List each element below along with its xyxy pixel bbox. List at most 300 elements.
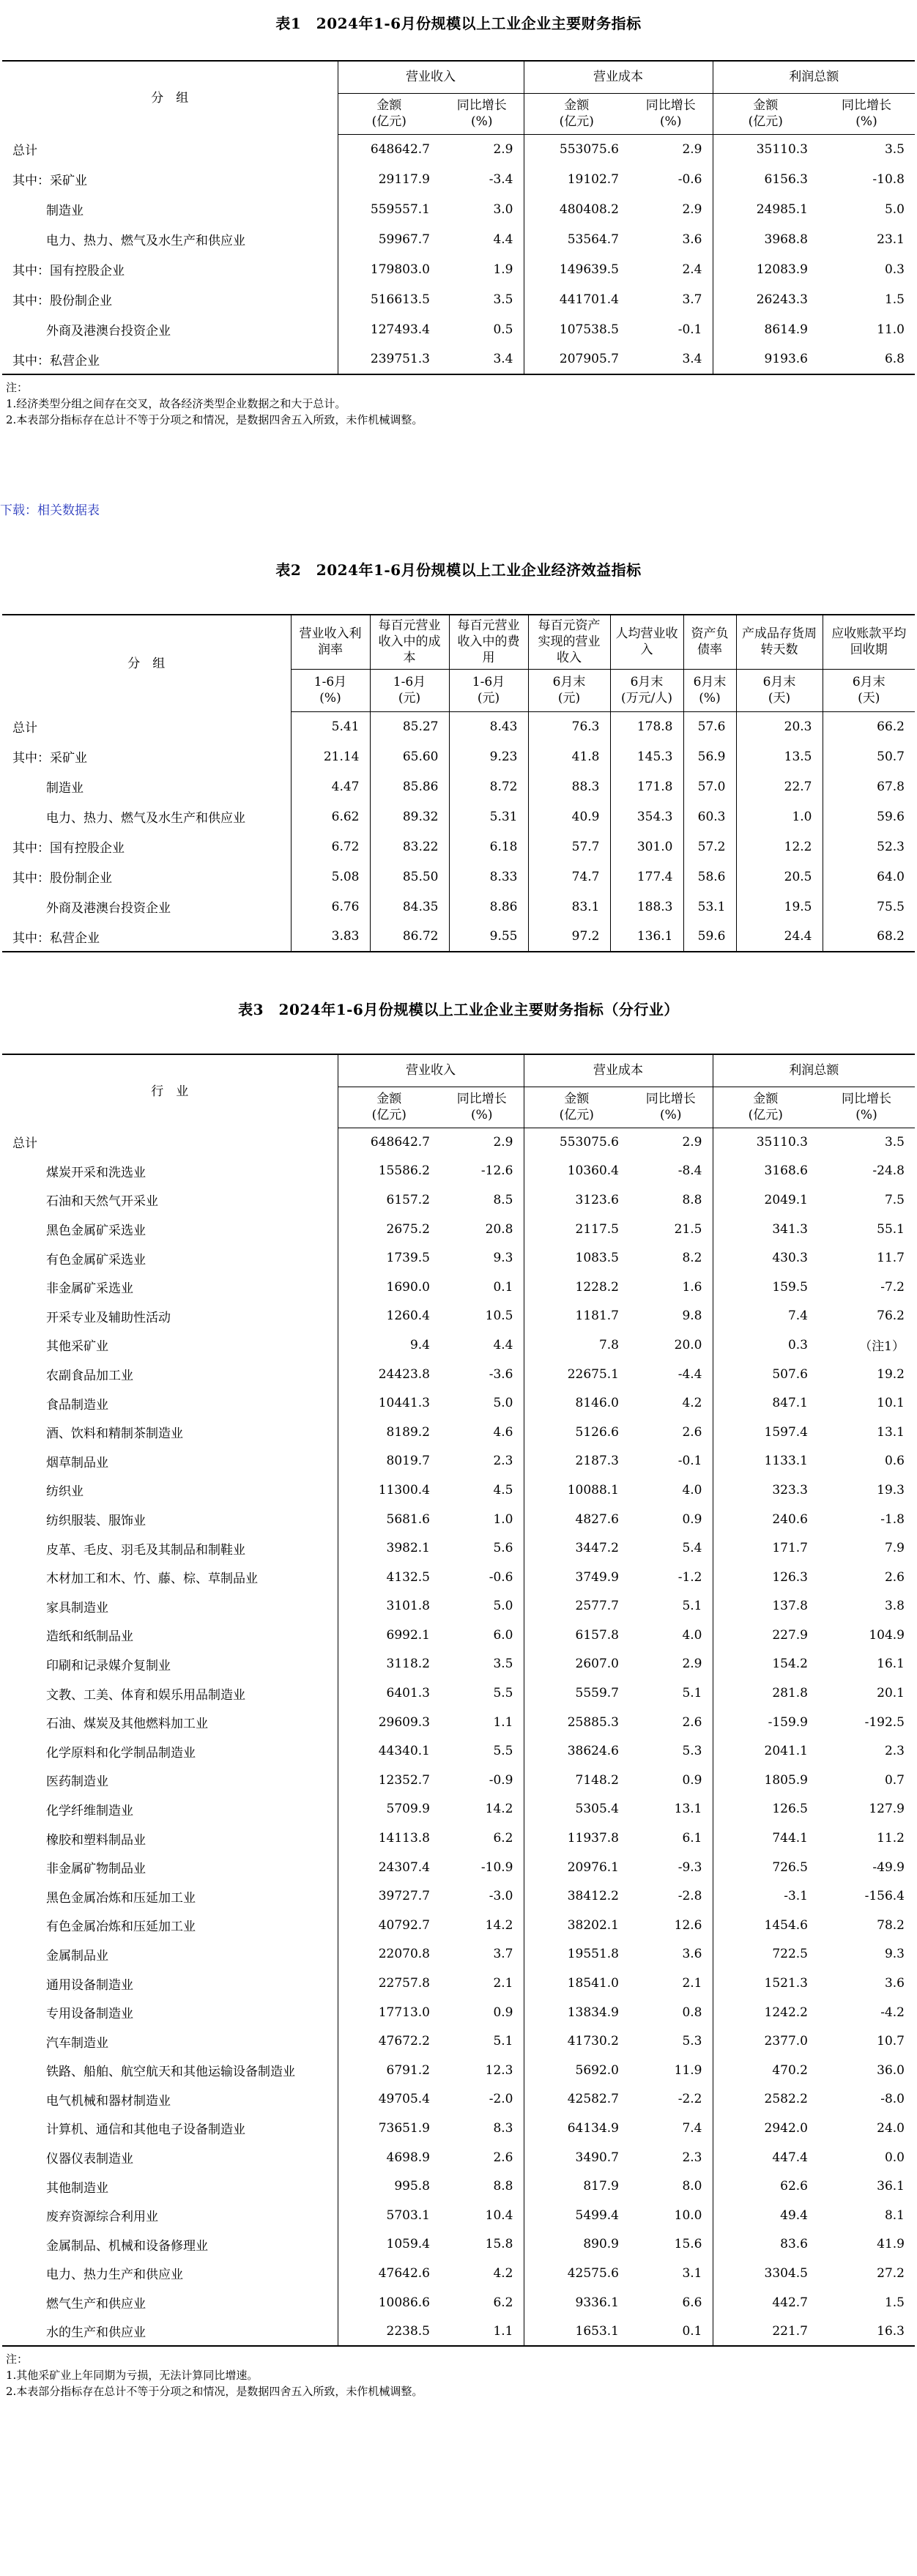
table-cell: 2117.5	[524, 1215, 629, 1244]
table-cell: 24423.8	[338, 1360, 440, 1389]
table-cell: 1.5	[884, 2295, 905, 2310]
table-cell: -1.2	[677, 1569, 702, 1585]
table-cell: 323.3	[713, 1476, 818, 1505]
table-cell: 44340.1	[338, 1736, 440, 1766]
table-cell: 62.6	[713, 2172, 818, 2201]
table-cell: 8.8	[493, 2179, 513, 2194]
table-row	[2, 1476, 915, 1505]
table-cell: 6.0	[493, 1627, 513, 1643]
row-label: 印刷和记录媒介复制业	[46, 1658, 171, 1673]
table-cell: -3.0	[489, 1889, 513, 1904]
table-cell: 0.3	[884, 262, 905, 277]
table-row	[2, 2317, 915, 2346]
table-row	[2, 1969, 915, 1998]
table-cell: 14.2	[485, 1802, 513, 1817]
table-cell: 40.9	[528, 802, 610, 832]
table-cell: 2.9	[682, 1135, 702, 1150]
table-cell: 57.0	[683, 771, 736, 802]
table-cell: 107538.5	[524, 314, 629, 344]
table-cell: 6.8	[818, 344, 915, 374]
table-cell: 847.1	[713, 1388, 818, 1418]
table-row	[2, 1302, 915, 1331]
table2-sub-header: 6月末 (天)	[823, 669, 915, 711]
table-cell: 8.0	[682, 2179, 702, 2194]
row-label: 煤炭开采和洗选业	[46, 1165, 146, 1180]
table-cell: 995.8	[338, 2172, 440, 2201]
table-cell: 2.9	[493, 141, 513, 157]
table-cell: 442.7	[713, 2288, 818, 2317]
table2-column-header: 应收账款平均回收期	[823, 615, 915, 669]
note-line: 2.本表部分指标存在总计不等于分项之和情况，是数据四舍五入所致，未作机械调整。	[6, 413, 423, 426]
table-cell: 10.1	[877, 1396, 905, 1411]
table-row	[2, 1679, 915, 1708]
table-cell: 2675.2	[338, 1215, 440, 1244]
table-cell: 10.4	[485, 2207, 513, 2223]
table-cell: 5305.4	[524, 1795, 629, 1824]
table-cell: 3101.8	[338, 1592, 440, 1621]
table-cell: -3.4	[489, 171, 513, 187]
table-cell: 0.1	[629, 2317, 713, 2346]
table-cell: 447.4	[713, 2143, 818, 2172]
table-cell: 177.4	[610, 862, 683, 892]
table-cell: 1.1	[493, 1714, 513, 1730]
table-cell: 3.5	[493, 292, 513, 307]
table-cell: 39727.7	[338, 1881, 440, 1911]
table-cell: 1181.7	[524, 1302, 629, 1331]
table-row	[2, 1215, 915, 1244]
row-label: 电力、热力、燃气及水生产和供应业	[46, 811, 245, 826]
table-cell: 6992.1	[338, 1621, 440, 1650]
table-cell: -4.2	[880, 2005, 905, 2020]
table-cell: 3447.2	[524, 1533, 629, 1563]
table-cell: 7.4	[713, 1302, 818, 1331]
row-label: 文教、工美、体育和娱乐用品制造业	[46, 1687, 245, 1703]
table-cell: -9.3	[677, 1859, 702, 1875]
table-cell: 2582.2	[713, 2085, 818, 2114]
table-cell: 5.6	[493, 1541, 513, 1556]
table-cell: 3.4	[629, 344, 713, 374]
table-cell: 84.35	[370, 892, 449, 922]
table-cell: 104.9	[869, 1627, 905, 1643]
table-cell: 817.9	[524, 2172, 629, 2201]
table-row	[2, 1881, 915, 1911]
table-cell: 0.9	[493, 2005, 513, 2020]
table-cell: 83.1	[528, 892, 610, 922]
table-cell: 648642.7	[338, 1128, 440, 1157]
table3-sub-header: 金额 (亿元)	[524, 1087, 629, 1128]
table2-column-header: 每百元资产实现的营业收入	[528, 615, 610, 669]
table-cell: 19.3	[877, 1482, 905, 1498]
table-cell: 10088.1	[524, 1476, 629, 1505]
table-row	[2, 1273, 915, 1302]
table-cell: 5.08	[291, 862, 370, 892]
table-cell: 9.23	[449, 741, 528, 771]
table1-sub-header: 同比增长 (%)	[629, 93, 713, 134]
table-cell: 59.6	[683, 922, 736, 952]
row-label: 酒、饮料和精制茶制造业	[46, 1426, 183, 1442]
table-cell: 3.7	[682, 292, 702, 307]
table-cell: 2.3	[884, 1744, 905, 1759]
table-cell: 240.6	[713, 1505, 818, 1534]
table-cell: 8189.2	[338, 1418, 440, 1447]
table-cell: -2.8	[677, 1889, 702, 1904]
table-cell: 20.3	[736, 711, 823, 741]
table-cell: 5.4	[682, 1541, 702, 1556]
table-cell: 14113.8	[338, 1824, 440, 1853]
table-cell: 553075.6	[524, 134, 629, 164]
table-cell: 20.5	[736, 862, 823, 892]
table2-sub-header: 6月末 (%)	[683, 669, 736, 711]
table-cell: 10.7	[877, 2034, 905, 2049]
table-row	[2, 922, 915, 952]
table-cell: 6.18	[449, 832, 528, 862]
table-cell: 1059.4	[338, 2230, 440, 2259]
table-cell: 18541.0	[524, 1969, 629, 1998]
table-cell: 29609.3	[338, 1708, 440, 1737]
table-cell: 0.8	[682, 2005, 702, 2020]
table-cell: 2.1	[682, 1976, 702, 1991]
table-cell: 76.3	[528, 711, 610, 741]
table-cell: 41.9	[877, 2237, 905, 2252]
table-cell: 145.3	[610, 741, 683, 771]
table2	[2, 614, 915, 952]
table-cell: 3.6	[682, 1947, 702, 1962]
table-cell: 57.7	[528, 832, 610, 862]
table-cell: 137.8	[713, 1592, 818, 1621]
table-cell: 207905.7	[524, 344, 629, 374]
table-row	[2, 771, 915, 802]
table-cell: 20976.1	[524, 1853, 629, 1882]
table-cell: 3.0	[493, 201, 513, 217]
table-cell: 13.1	[877, 1424, 905, 1440]
table-cell: 341.3	[713, 1215, 818, 1244]
table-cell: 178.8	[610, 711, 683, 741]
table-cell: 9.4	[338, 1330, 440, 1360]
table-cell: 21.14	[291, 741, 370, 771]
table-row	[2, 1998, 915, 2027]
table-cell: 4.2	[682, 1396, 702, 1411]
table3-stub-header: 行 业	[2, 1054, 338, 1128]
table-cell: 73651.9	[338, 2114, 440, 2143]
table-cell: 8146.0	[524, 1388, 629, 1418]
table-cell: 20.1	[877, 1686, 905, 1701]
table1-group-header: 营业成本	[524, 61, 713, 93]
table-row	[2, 1533, 915, 1563]
table-cell: 2.4	[682, 262, 702, 277]
table-cell: 149639.5	[524, 254, 629, 284]
row-label: 其中：私营企业	[2, 922, 291, 952]
table-cell: 188.3	[610, 892, 683, 922]
table-cell: -0.1	[677, 322, 702, 337]
table-cell: 24307.4	[338, 1853, 440, 1882]
table-cell: 2238.5	[338, 2317, 440, 2346]
table-cell: 23.1	[877, 232, 905, 247]
table-cell: 12.6	[674, 1917, 702, 1933]
row-label: 外商及港澳台投资企业	[46, 324, 171, 338]
table1-sub-header: 同比增长 (%)	[440, 93, 524, 134]
table-cell: 50.7	[823, 741, 915, 771]
row-label: 造纸和纸制品业	[46, 1629, 133, 1645]
download-section	[0, 500, 917, 518]
table-cell: 66.2	[823, 711, 915, 741]
table-cell: 8.86	[449, 892, 528, 922]
table3-sub-header: 同比增长 (%)	[818, 1087, 915, 1128]
table-cell: 179803.0	[338, 254, 440, 284]
row-label: 总计	[12, 144, 37, 158]
table3-sub-header: 同比增长 (%)	[629, 1087, 713, 1128]
table-cell: 97.2	[528, 922, 610, 952]
table-cell: 136.1	[610, 922, 683, 952]
table-cell: 4.2	[493, 2265, 513, 2281]
table-cell: 722.5	[713, 1940, 818, 1969]
table-row	[2, 1505, 915, 1534]
table-cell: 53.1	[683, 892, 736, 922]
table-cell: -10.8	[872, 171, 905, 187]
table-cell: 49.4	[713, 2201, 818, 2230]
table-cell: 13.5	[736, 741, 823, 771]
table-cell: 41730.2	[524, 2027, 629, 2056]
table-row	[2, 1911, 915, 1940]
table-cell: 9193.6	[713, 344, 818, 374]
table-cell: 19.5	[736, 892, 823, 922]
download-data-link[interactable]: 下载：相关数据表	[0, 503, 100, 518]
table1-sub-header: 金额 (亿元)	[713, 93, 818, 134]
table2-sub-header: 1-6月 (%)	[291, 669, 370, 711]
table-cell: 559557.1	[338, 194, 440, 224]
row-label: 食品制造业	[46, 1397, 108, 1413]
table-cell: 3968.8	[713, 224, 818, 254]
table-cell: 11.7	[877, 1251, 905, 1266]
table1-sub-header: 金额 (亿元)	[524, 93, 629, 134]
table-cell: -4.4	[677, 1366, 702, 1382]
table-cell: 2.6	[493, 2150, 513, 2165]
table-cell: 2.6	[682, 1424, 702, 1440]
table-row	[2, 892, 915, 922]
table-cell: 8.72	[449, 771, 528, 802]
table-cell: -2.2	[677, 2092, 702, 2107]
table1-notes	[0, 380, 917, 428]
row-label: 制造业	[46, 204, 83, 218]
table-cell: 227.9	[713, 1621, 818, 1650]
table-cell: 0.7	[884, 1772, 905, 1788]
table3	[2, 1054, 915, 2347]
table-cell: 3.4	[440, 344, 524, 374]
table-cell: 42582.7	[524, 2085, 629, 2114]
table-cell: 5.0	[493, 1599, 513, 1614]
row-label: 水的生产和供应业	[2, 2317, 338, 2346]
table3-group-header: 营业成本	[524, 1054, 713, 1087]
table-cell: 5.3	[682, 1744, 702, 1759]
table-row	[2, 2085, 915, 2114]
table-row	[2, 284, 915, 314]
table-cell: 2377.0	[713, 2027, 818, 2056]
table-cell: 5692.0	[524, 2056, 629, 2085]
table-cell: 507.6	[713, 1360, 818, 1389]
table-row	[2, 2259, 915, 2288]
table-cell: 2.6	[682, 1714, 702, 1730]
table-row	[2, 1388, 915, 1418]
row-label: 废弃资源综合利用业	[46, 2210, 158, 2225]
table-cell: 2.9	[682, 201, 702, 217]
table-cell: 7.8	[524, 1330, 629, 1360]
table-cell: 2577.7	[524, 1592, 629, 1621]
table-cell: 6157.8	[524, 1621, 629, 1650]
table-row	[2, 1708, 915, 1737]
table-cell: 2.6	[884, 1569, 905, 1585]
row-label: 纺织业	[46, 1484, 83, 1500]
table-cell: 0.6	[884, 1454, 905, 1469]
table2-title: 表2 2024年1-6月份规模以上工业企业经济效益指标	[275, 561, 642, 579]
table-cell: 1242.2	[713, 1998, 818, 2027]
table-cell: 3982.1	[338, 1533, 440, 1563]
table-cell: 441701.4	[524, 284, 629, 314]
table-row	[2, 2027, 915, 2056]
row-label: 专用设备制造业	[46, 2007, 133, 2022]
table-cell: 1.1	[440, 2317, 524, 2346]
table-cell: 27.2	[877, 2265, 905, 2281]
table-cell: 9.3	[884, 1947, 905, 1962]
row-label: 其中：股份制企业	[12, 871, 112, 886]
table-cell: 1805.9	[713, 1766, 818, 1795]
table-cell: 2.9	[493, 1135, 513, 1150]
table-cell: 22675.1	[524, 1360, 629, 1389]
table-cell: 1521.3	[713, 1969, 818, 1998]
table-row	[2, 1185, 915, 1215]
table-cell: 7.9	[884, 1541, 905, 1556]
table-row	[2, 1621, 915, 1650]
table-cell: 0.1	[493, 1279, 513, 1295]
table3-notes	[0, 2351, 917, 2399]
table-cell: 0.9	[682, 1511, 702, 1527]
table-cell: 57.2	[683, 832, 736, 862]
table-row	[2, 1766, 915, 1795]
table2-sub-header: 6月末 (元)	[528, 669, 610, 711]
table-cell: 127.9	[869, 1802, 905, 1817]
table-cell: 5.1	[493, 2034, 513, 2049]
table-cell: 9336.1	[524, 2288, 629, 2317]
table-cell: 8.1	[884, 2207, 905, 2223]
table-cell: 8019.7	[338, 1447, 440, 1476]
table-cell: 3.5	[884, 1135, 905, 1150]
table-row	[2, 711, 915, 741]
table-cell: 6.62	[291, 802, 370, 832]
table-cell: 24.4	[736, 922, 823, 952]
table-cell: 0.3	[713, 1330, 818, 1360]
row-label: 家具制造业	[46, 1600, 108, 1615]
table-cell: 1228.2	[524, 1273, 629, 1302]
table-cell: 4.47	[291, 771, 370, 802]
table-cell: 2187.3	[524, 1447, 629, 1476]
table-cell: 6.1	[682, 1831, 702, 1846]
table-cell: 8.43	[449, 711, 528, 741]
table-cell: 5.1	[682, 1599, 702, 1614]
table-cell: 6.2	[493, 2295, 513, 2310]
table-row	[2, 2143, 915, 2172]
row-label: 橡胶和塑料制品业	[46, 1832, 146, 1848]
table-cell: 20.8	[485, 1221, 513, 1237]
table-cell: 58.6	[683, 862, 736, 892]
table-cell: 1.5	[884, 292, 905, 307]
table-cell: 0.9	[682, 1772, 702, 1788]
table-cell: 6.2	[493, 1831, 513, 1846]
table-cell: 1.0	[736, 802, 823, 832]
table-row	[2, 254, 915, 284]
table-cell: 3.6	[884, 1976, 905, 1991]
table-row	[2, 1563, 915, 1592]
note-line: 2.本表部分指标存在总计不等于分项之和情况，是数据四舍五入所致，未作机械调整。	[6, 2384, 423, 2398]
table-cell: 4698.9	[338, 2143, 440, 2172]
table-cell: 1739.5	[338, 1243, 440, 1273]
table3-sub-header: 金额 (亿元)	[338, 1087, 440, 1128]
table-cell: 53564.7	[524, 224, 629, 254]
table1-group-header: 利润总额	[713, 61, 915, 93]
table-cell: -0.6	[677, 171, 702, 187]
table-cell: 726.5	[713, 1853, 818, 1882]
table-cell: 8.33	[449, 862, 528, 892]
table2-column-header: 人均营业收入	[610, 615, 683, 669]
table-cell: 2.3	[682, 2150, 702, 2165]
table-cell: 6.6	[682, 2295, 702, 2310]
row-label: 仪器仪表制造业	[46, 2152, 133, 2167]
table-cell: 0.5	[493, 322, 513, 337]
table-row	[2, 1360, 915, 1389]
table2-section	[0, 557, 917, 952]
table-cell: 1.6	[682, 1279, 702, 1295]
table-cell: 301.0	[610, 832, 683, 862]
table-cell: -8.0	[880, 2092, 905, 2107]
table-cell: 281.8	[713, 1679, 818, 1708]
table-cell: 648642.7	[338, 134, 440, 164]
table-cell: 6156.3	[713, 164, 818, 194]
table-cell: 744.1	[713, 1824, 818, 1853]
table-cell: 11937.8	[524, 1824, 629, 1853]
table-cell: 22.7	[736, 771, 823, 802]
table-cell: 516613.5	[338, 284, 440, 314]
table1-section	[0, 10, 917, 428]
table-cell: 10441.3	[338, 1388, 440, 1418]
row-label: 化学原料和化学制品制造业	[46, 1745, 196, 1761]
table-cell: 56.9	[683, 741, 736, 771]
row-label: 开采专业及辅助性活动	[46, 1310, 171, 1325]
table-cell: 1083.5	[524, 1243, 629, 1273]
row-label: 外商及港澳台投资企业	[46, 901, 171, 916]
table-cell: 553075.6	[524, 1128, 629, 1157]
table-cell: 2.9	[682, 141, 702, 157]
table-cell: 3168.6	[713, 1157, 818, 1186]
table-cell: 5.5	[493, 1744, 513, 1759]
row-label: 金属制品、机械和设备修理业	[46, 2238, 208, 2254]
row-label: 非金属矿采选业	[46, 1281, 133, 1297]
row-label: 石油、煤炭及其他燃料加工业	[46, 1717, 208, 1732]
table-cell: 29117.9	[338, 164, 440, 194]
table-cell: -2.0	[489, 2092, 513, 2107]
row-label: 纺织服装、服饰业	[46, 1514, 146, 1529]
table-cell: -159.9	[713, 1708, 818, 1737]
table-cell: 20.0	[674, 1337, 702, 1352]
table-cell: 49705.4	[338, 2085, 440, 2114]
table-cell: 159.5	[713, 1273, 818, 1302]
table-cell: 89.32	[370, 802, 449, 832]
table-row	[2, 1243, 915, 1273]
table-cell: -10.9	[480, 1859, 513, 1875]
table3-sub-header: 同比增长 (%)	[440, 1087, 524, 1128]
table1-sub-header: 同比增长 (%)	[818, 93, 915, 134]
table-cell: 22757.8	[338, 1969, 440, 1998]
table-cell: 83.22	[370, 832, 449, 862]
table-cell: 15586.2	[338, 1157, 440, 1186]
table-cell: 3123.6	[524, 1185, 629, 1215]
table-cell: 1260.4	[338, 1302, 440, 1331]
